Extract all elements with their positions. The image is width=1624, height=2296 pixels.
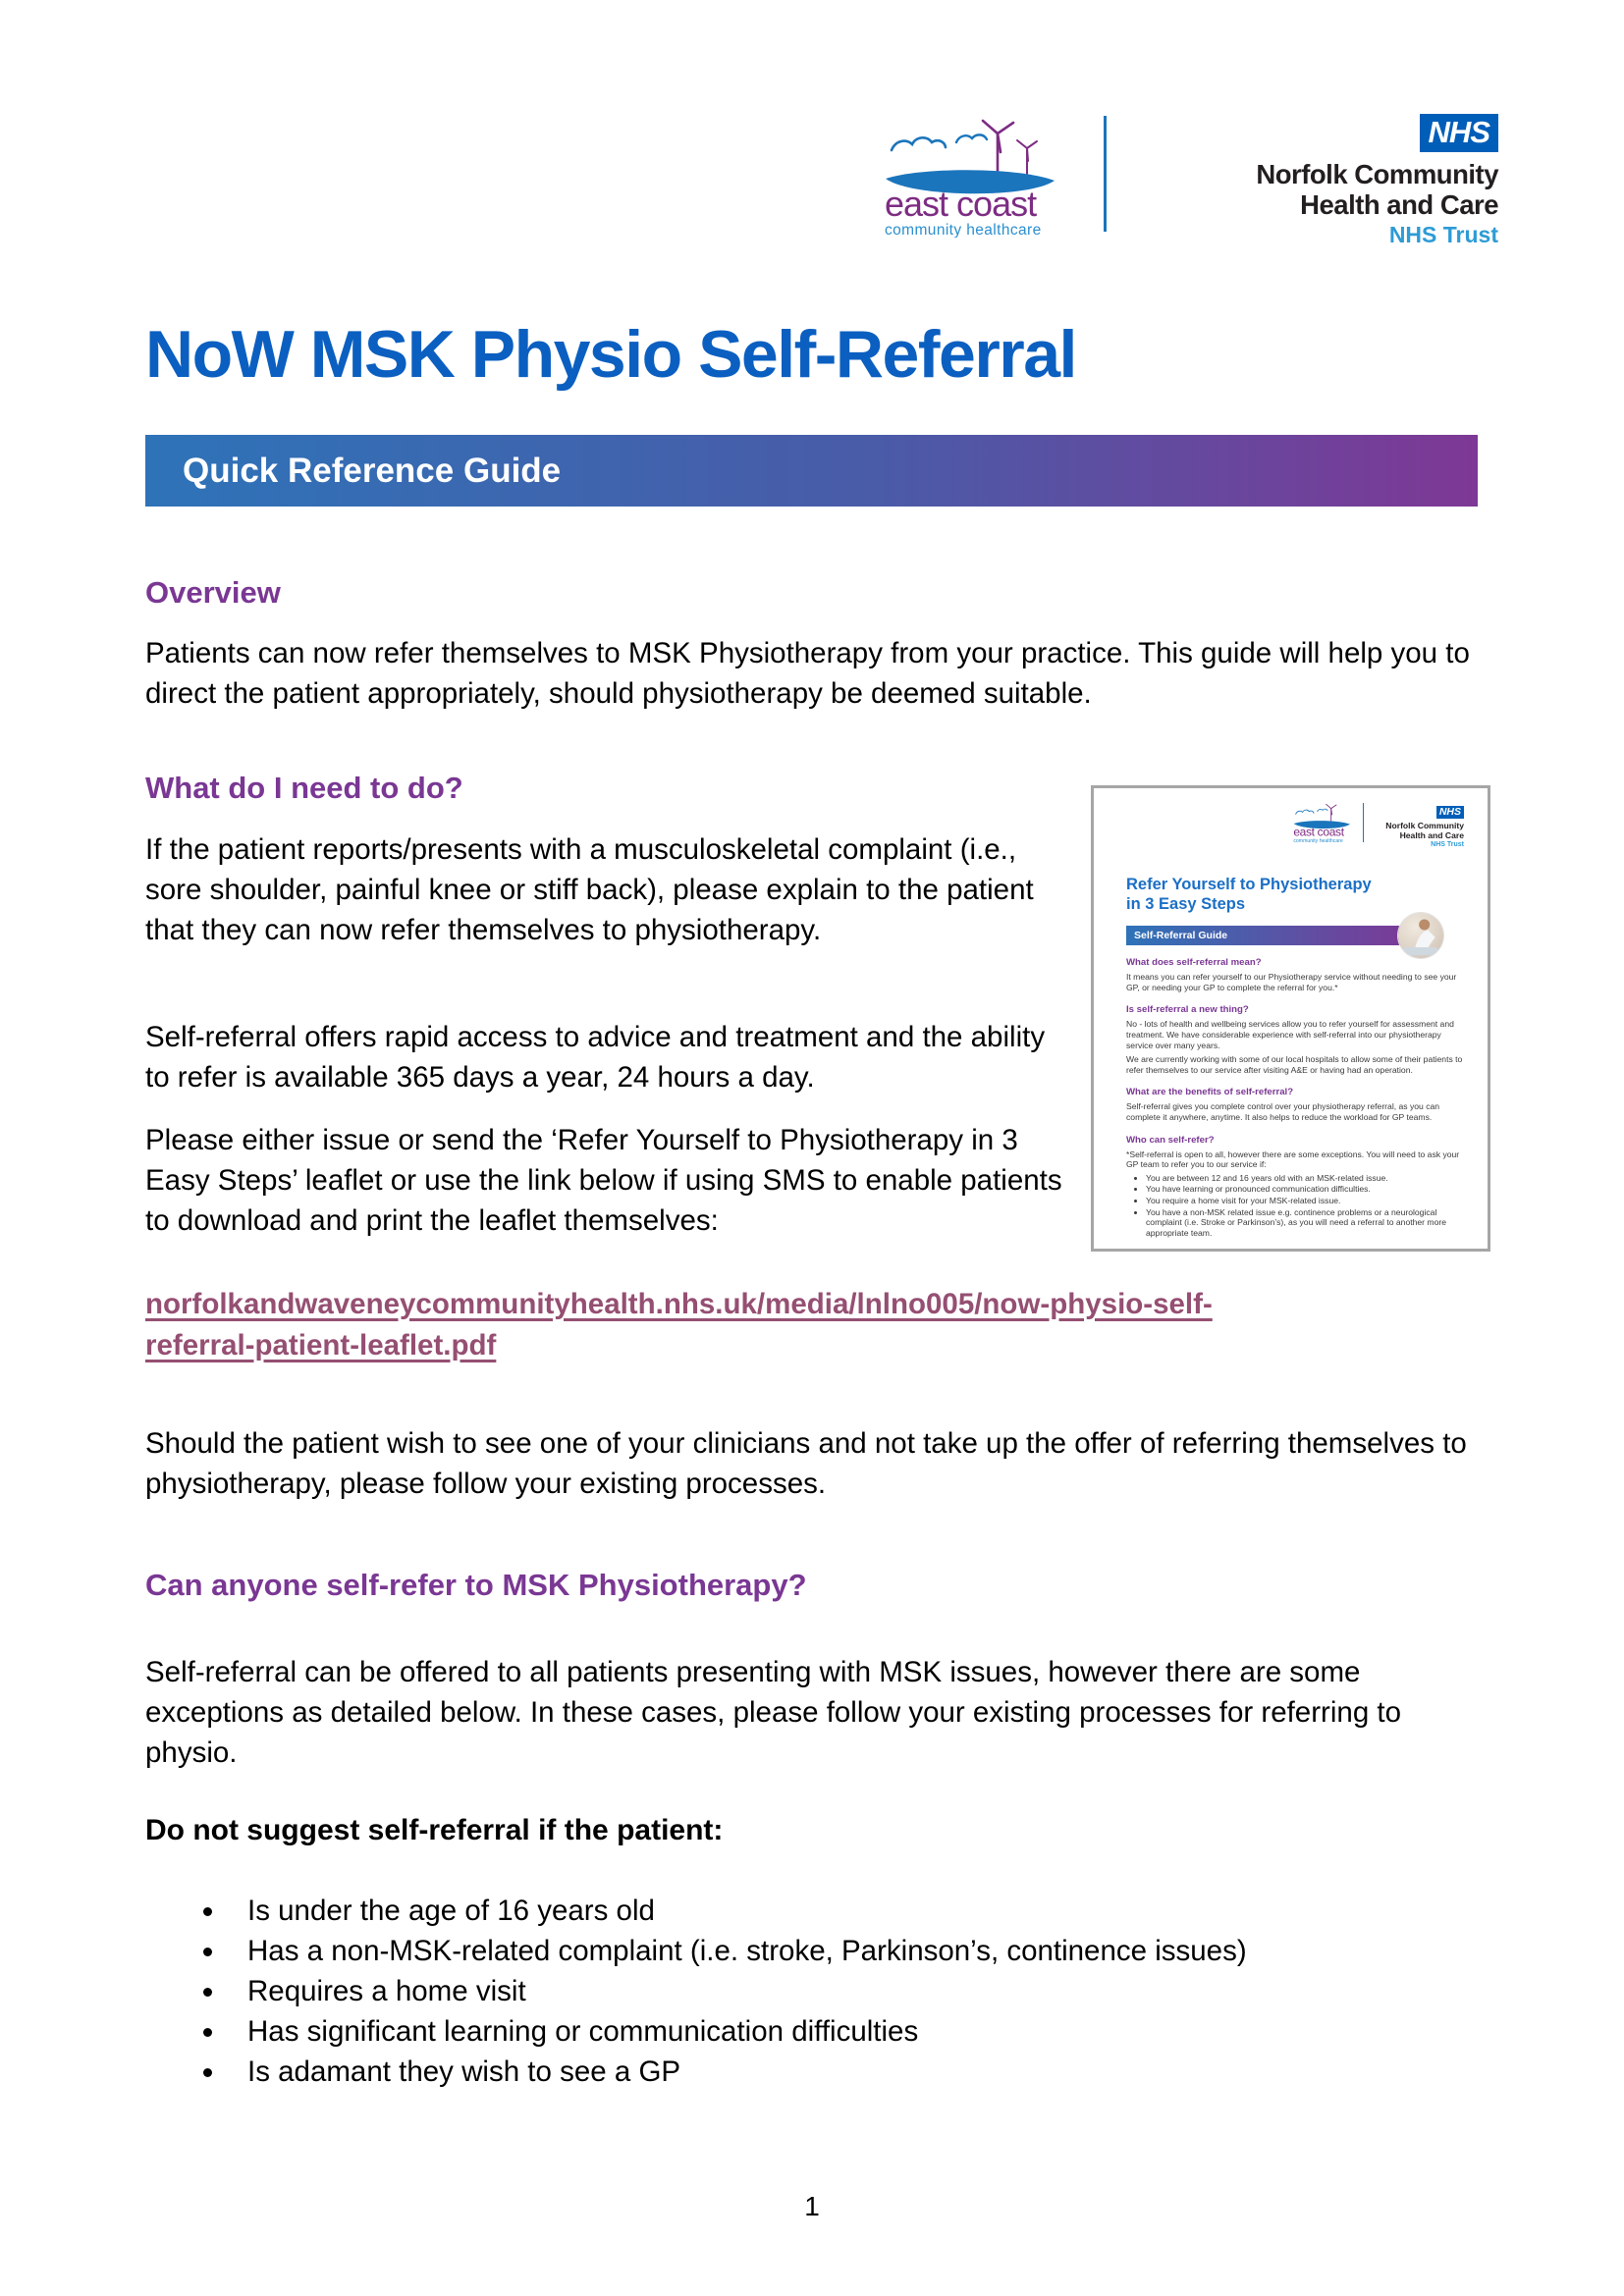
leaflet-header-logos <box>1126 802 1464 849</box>
leaflet-bullet-item: • You are between 12 and 16 years old with an MSK-related issue. <box>1146 1173 1464 1184</box>
nhs-logo-icon: NHS <box>1420 114 1498 152</box>
leaflet-paragraph: It means you can refer yourself to our Physiotherapy service without needing to see your GP, or needing your GP to complete the referral for you.* <box>1126 972 1457 992</box>
what-paragraph-1: If the patient reports/presents with a musculoskeletal complaint (i.e., sore shoulder, painful knee or stiff back), please explain to the patient that they can now refer themselves to physiotherapy. <box>145 833 1034 946</box>
what-to-do-heading: What do I need to do? <box>145 771 463 805</box>
svg-text:east coast: east coast <box>1293 825 1344 839</box>
do-not-suggest-subheading: Do not suggest self-referral if the patient: <box>145 1814 724 1846</box>
leaflet-section-heading: What does self-referral mean? <box>1126 957 1262 969</box>
bullet-item: Has a non-MSK-related complaint (i.e. stroke, Parkinson’s, continence issues) <box>201 1931 1488 1971</box>
leaflet-bullet-item: • You have learning or pronounced communication difficulties. <box>1146 1184 1464 1195</box>
bullet-item: Requires a home visit <box>201 1971 1488 2011</box>
leaflet-banner <box>1126 926 1418 945</box>
east-coast-tagline: community healthcare <box>885 222 1042 238</box>
page-number: 1 <box>804 2191 820 2221</box>
can-anyone-paragraph: Self-referral can be offered to all patients presenting with MSK issues, however there are some exceptions as detailed below. In these cases, please follow your existing processes for referring to physio. <box>145 1656 1402 1769</box>
wind-turbine-icon <box>1017 140 1037 177</box>
physiotherapy-photo <box>1398 913 1443 958</box>
nhs-trust-label: NHS Trust <box>1431 841 1464 849</box>
nhs-logo-icon: NHS <box>1436 806 1464 819</box>
east-coast-logo-icon <box>1292 802 1351 843</box>
nhs-org-name-line1: Norfolk Community <box>1385 821 1464 830</box>
wind-turbine-icon <box>983 121 1013 177</box>
quick-reference-banner-label: Quick Reference Guide <box>183 451 562 490</box>
bullet-item: Has significant learning or communication difficulties <box>201 2011 1488 2052</box>
leaflet-paragraph: Self-referral gives you complete control over your physiotherapy referral, as you can complete it anywhere, anytime. It also helps to reduce the workload for GP teams. <box>1126 1101 1440 1122</box>
cloud-icon <box>892 137 946 150</box>
overview-heading: Overview <box>145 575 281 610</box>
nhs-lockup <box>1374 802 1464 849</box>
leaflet-bullet-list <box>1126 1173 1464 1239</box>
physio-silhouette-icon <box>1398 913 1443 958</box>
bullet-item: Is adamant they wish to see a GP <box>201 2052 1488 2092</box>
leaflet-title: Refer Yourself to Physiotherapy in 3 Easy Steps <box>1126 876 1372 914</box>
leaflet-section-heading: Is self-referral a new thing? <box>1126 1004 1249 1016</box>
nhs-lockup <box>1251 114 1498 247</box>
what-paragraph-4: Should the patient wish to see one of your clinicians and not take up the offer of referring themselves to physiotherapy, please follow your existing processes. <box>145 1427 1467 1500</box>
logo-divider <box>1363 803 1364 842</box>
nhs-org-name-line1: Norfolk Community <box>1256 159 1498 189</box>
what-paragraph-2: Self-referral offers rapid access to advice and treatment and the ability to refer is available 365 days a year, 24 hours a day. <box>145 1021 1046 1094</box>
quick-reference-banner <box>145 435 1478 507</box>
logo-divider <box>1104 116 1107 232</box>
leaflet-bullet-item: • You require a home visit for your MSK-related issue. <box>1146 1196 1464 1206</box>
page-title: NoW MSK Physio Self-Referral <box>145 317 1076 392</box>
nhs-trust-label: NHS Trust <box>1388 222 1498 247</box>
overview-paragraph: Patients can now refer themselves to MSK Physiotherapy from your practice. This guide will help you to direct the patient appropriately, should physiotherapy be deemed suitable. <box>145 637 1470 710</box>
east-coast-logo-icon <box>882 114 1056 238</box>
nhs-org-name-line2: Health and Care <box>1399 829 1464 840</box>
leaflet-section-heading: Who can self-refer? <box>1126 1134 1215 1146</box>
leaflet-paragraph: We are currently working with some of our local hospitals to allow some of their patients to refer themselves to our service after visiting A&E or having had an operation. <box>1126 1054 1463 1075</box>
leaflet-section-heading: What are the benefits of self-referral? <box>1126 1087 1294 1098</box>
leaflet-download-link-line1[interactable]: norfolkandwaveneycommunityhealth.nhs.uk/media/lnlno005/now-physio-self- <box>145 1288 1213 1320</box>
header-logos <box>882 114 1498 247</box>
patient-leaflet-thumbnail <box>1091 785 1490 1252</box>
leaflet-download-link-line2[interactable]: referral-patient-leaflet.pdf <box>145 1329 497 1362</box>
cloud-icon <box>956 134 987 142</box>
nhs-org-name-line2: Health and Care <box>1300 189 1498 220</box>
leaflet-paragraph: *Self-referral is open to all, however there are some exceptions. You will need to ask your GP team to refer you to our service if: <box>1126 1148 1460 1170</box>
can-anyone-heading: Can anyone self-refer to MSK Physiotherapy? <box>145 1568 807 1602</box>
what-paragraph-3: Please either issue or send the ‘Refer Yourself to Physiotherapy in 3 Easy Steps’ leaflet or use the link below if using SMS to enable patients to download and print the leaflet themselves: <box>145 1124 1062 1237</box>
leaflet-bullet-item: • You have a non-MSK related issue e.g. continence problems or a neurological complaint (i.e. Stroke or Parkinson’s), as you will need a referral to another more appropriate team. <box>1146 1207 1464 1239</box>
leaflet-paragraph: No - lots of health and wellbeing services allow you to refer yourself for assessment and treatment. We have considerable experience with self-referral into our physiotherapy service over many years. <box>1126 1019 1454 1050</box>
exclusion-bullet-list <box>201 1891 1488 2092</box>
east-coast-wordmark: east coast <box>885 184 1037 224</box>
svg-text:community healthcare: community healthcare <box>1293 838 1343 843</box>
bullet-item: Is under the age of 16 years old <box>201 1891 1488 1931</box>
leaflet-banner-label: Self-Referral Guide <box>1134 930 1228 942</box>
leaflet-download-link[interactable] <box>145 1284 1213 1366</box>
